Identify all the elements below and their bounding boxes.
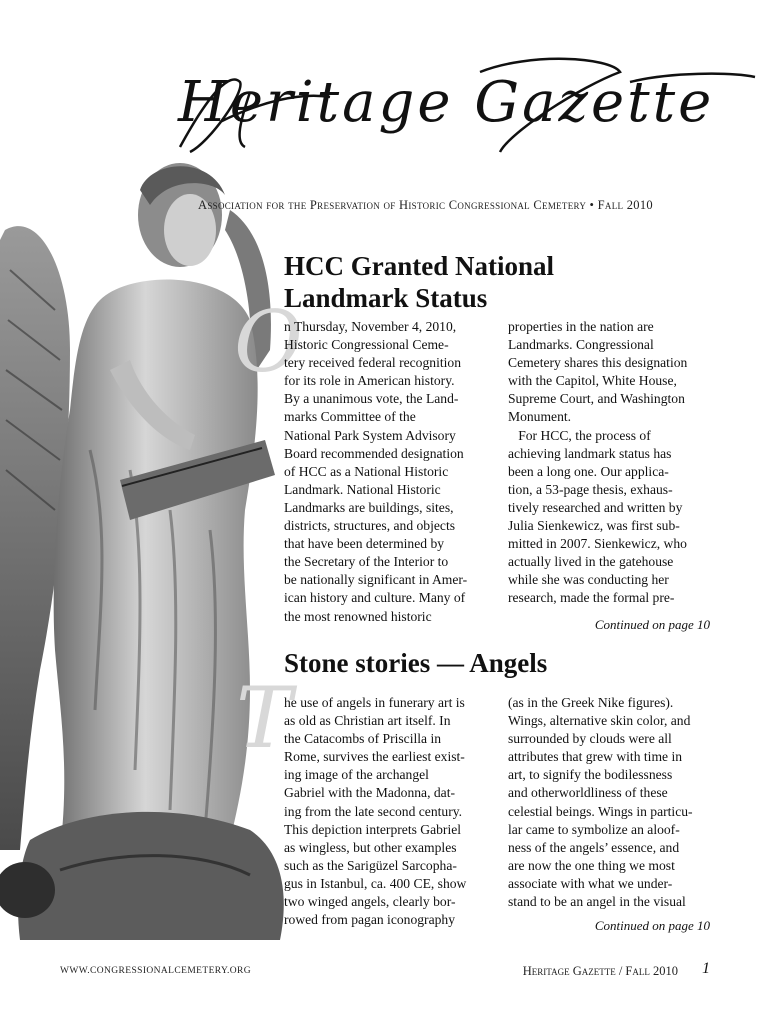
text-line: Gabriel with the Madonna, dat- — [284, 785, 456, 801]
text-line: celestial beings. Wings in particu- — [508, 803, 693, 819]
footer-website: WWW.CONGRESSIONALCEMETERY.ORG — [60, 966, 252, 976]
text-line: surrounded by clouds were all — [508, 731, 672, 747]
text-line: with the Capitol, White House, — [508, 373, 677, 389]
article1-headline-line2: Landmark Status — [284, 283, 488, 313]
text-line: Landmark. National Historic — [284, 481, 441, 497]
text-line: For HCC, the process of — [508, 427, 651, 443]
text-line: he use of angels in funerary art is — [284, 695, 465, 710]
text-line: Historic Congressional Ceme- — [284, 337, 449, 353]
text-line: Wings, alternative skin color, and — [508, 713, 691, 729]
text-line: are now the one thing we most — [508, 857, 675, 873]
text-line: actually lived in the gatehouse — [508, 554, 674, 570]
text-line: Cemetery shares this designation — [508, 355, 688, 371]
text-line: research, made the formal pre- — [508, 590, 675, 606]
text-line: while she was conducting her — [508, 572, 669, 588]
text-line: Supreme Court, and Washington — [508, 391, 685, 407]
text-line: tively researched and written by — [508, 499, 683, 515]
text-line: ing image of the archangel — [284, 767, 429, 783]
text-line: art, to signify the bodilessness — [508, 767, 673, 783]
text-line: n Thursday, November 4, 2010, — [284, 319, 457, 334]
text-line: been a long one. Our applica- — [508, 463, 669, 479]
text-line: ing from the late second century. — [284, 803, 463, 819]
text-line: This depiction interprets Gabriel — [284, 821, 462, 837]
text-line: gus in Istanbul, ca. 400 CE, show — [284, 875, 467, 891]
text-line: be nationally significant in Amer- — [284, 572, 468, 588]
text-line: lar came to symbolize an aloof- — [508, 821, 680, 837]
article1-dropcap: O — [234, 293, 303, 391]
text-line: Julia Sienkewicz, was first sub- — [508, 518, 680, 534]
text-line: Monument. — [508, 409, 572, 425]
article2-continued: Continued on page 10 — [594, 918, 710, 933]
text-line: National Park System Advisory — [284, 427, 456, 443]
text-line: marks Committee of the — [284, 409, 416, 425]
text-line: as wingless, but other examples — [284, 839, 457, 855]
text-line: such as the Sarigüzel Sarcopha- — [284, 857, 457, 873]
text-line: stand to be an angel in the visual — [508, 894, 686, 910]
text-line: for its role in American history. — [284, 373, 455, 389]
article2-headline: Stone stories — Angels — [284, 648, 548, 678]
text-line: By a unanimous vote, the Land- — [284, 391, 459, 407]
text-line: the Secretary of the Interior to — [284, 554, 449, 570]
article2-dropcap: T — [236, 669, 293, 767]
text-line: Board recommended designation — [284, 445, 464, 461]
text-line: tion, a 53-page thesis, exhaus- — [508, 481, 673, 497]
article1-headline-line1: HCC Granted National — [284, 251, 554, 281]
text-line: of HCC as a National Historic — [284, 463, 449, 479]
article1-headline — [284, 250, 724, 314]
text-line: associate with what we under- — [508, 875, 673, 891]
article2-col2 — [508, 694, 726, 911]
page-number: 1 — [702, 960, 710, 977]
article1-col2 — [508, 318, 726, 608]
masthead-subtitle: Association for the Preservation of Historic Congressional Cemetery • Fall 2010 — [198, 198, 653, 212]
text-line: districts, structures, and objects — [284, 518, 456, 534]
text-line: Rome, survives the earliest exist- — [284, 749, 465, 765]
text-line: properties in the nation are — [508, 319, 654, 334]
angel-statue-icon — [0, 150, 300, 940]
text-line: Landmarks are buildings, sites, — [284, 499, 454, 515]
text-line: Landmarks. Congressional — [508, 337, 654, 353]
text-line: attributes that grew with time in — [508, 749, 683, 765]
text-line: that have been determined by — [284, 536, 445, 552]
text-line: rowed from pagan iconography — [284, 912, 455, 928]
article1-col1 — [284, 318, 502, 626]
text-line: mitted in 2007. Sienkewicz, who — [508, 536, 687, 552]
text-line: (as in the Greek Nike figures). — [508, 695, 674, 710]
text-line: ican history and culture. Many of — [284, 590, 466, 606]
text-line: ness of the angels’ essence, and — [508, 839, 680, 855]
masthead-title: Heritage Gazette — [178, 70, 715, 135]
text-line: the most renowned historic — [284, 608, 432, 624]
text-line: achieving landmark status has — [508, 445, 672, 461]
article1-continued: Continued on page 10 — [594, 617, 710, 632]
text-line: tery received federal recognition — [284, 355, 461, 371]
footer-issue: Heritage Gazette / Fall 2010 — [522, 964, 678, 978]
text-line: and otherworldliness of these — [508, 785, 668, 801]
text-line: as old as Christian art itself. In — [284, 713, 451, 729]
article2-col1 — [284, 694, 502, 929]
text-line: two winged angels, clearly bor- — [284, 894, 456, 910]
text-line: the Catacombs of Priscilla in — [284, 731, 442, 747]
